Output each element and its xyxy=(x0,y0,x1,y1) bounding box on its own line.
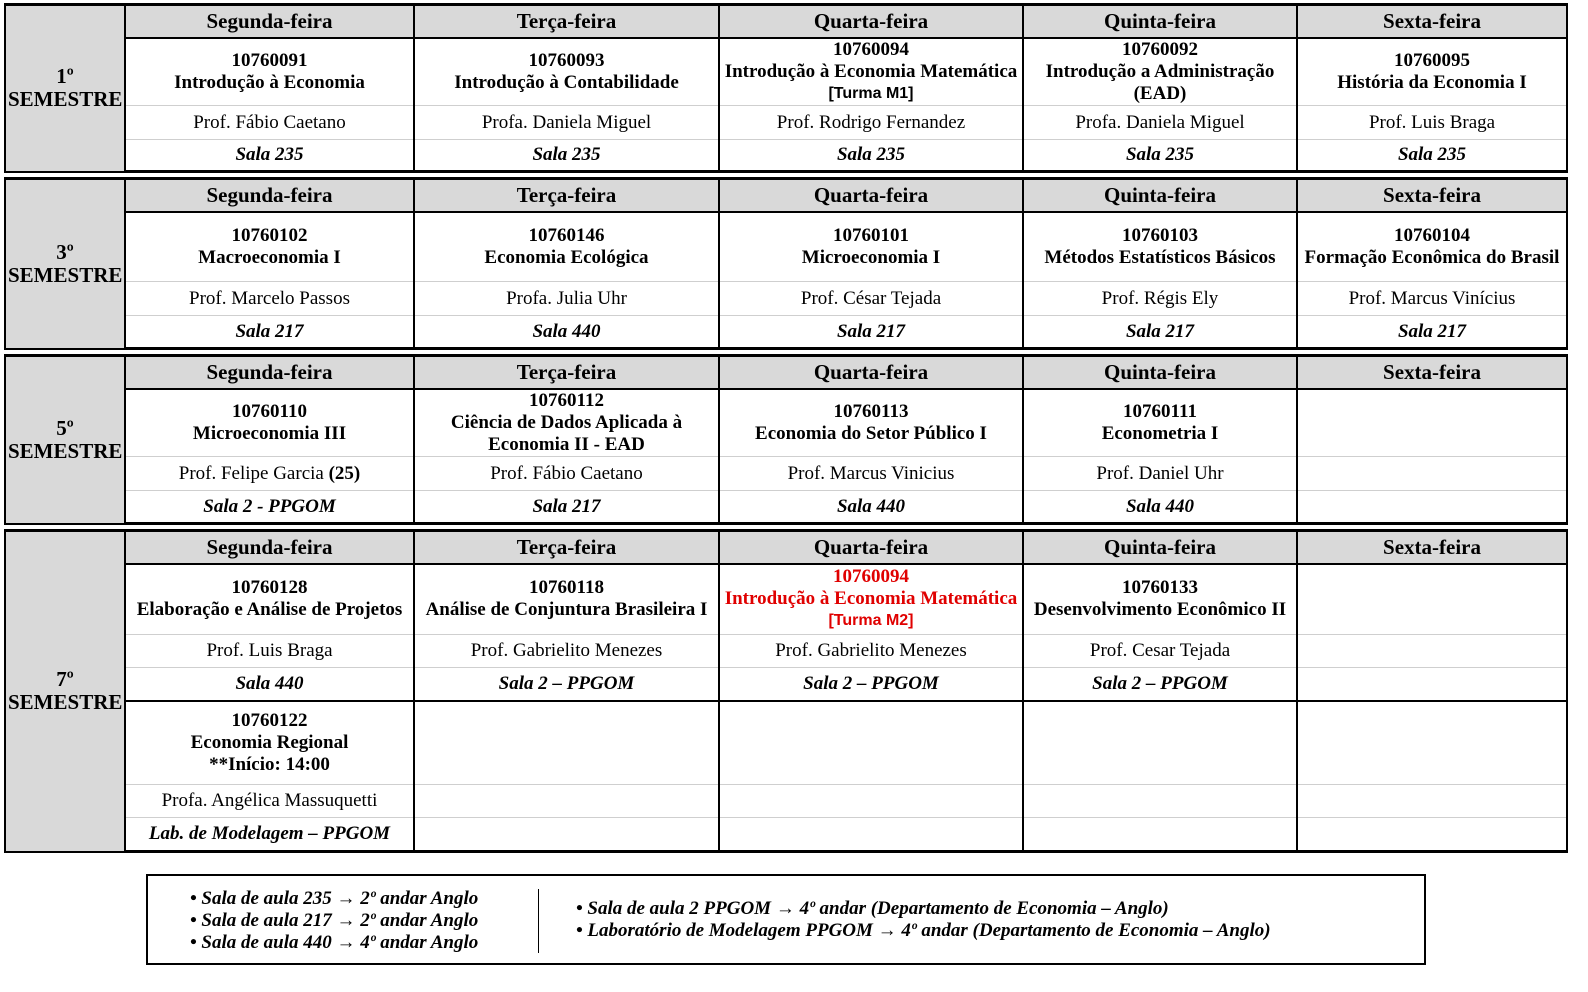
day-header-row xyxy=(5,179,1567,212)
course-row xyxy=(5,564,1567,635)
empty-cell xyxy=(1297,389,1567,457)
room-cell: Sala 2 - PPGOM xyxy=(125,491,414,524)
course-cell: 10760146 Economia Ecológica xyxy=(414,212,719,282)
professor-cell: Prof. Marcelo Passos xyxy=(125,282,414,316)
professor-cell: Prof. Gabrielito Menezes xyxy=(719,635,1023,668)
course-cell: 10760111 Econometria I xyxy=(1023,389,1297,457)
day-wednesday: Quarta-feira xyxy=(719,531,1023,564)
course-cell: 10760104 Formação Econômica do Brasil xyxy=(1297,212,1567,282)
empty-cell xyxy=(1297,785,1567,818)
professor-cell: Prof. Cesar Tejada xyxy=(1023,635,1297,668)
course-row xyxy=(5,389,1567,457)
semester-label: 5º SEMESTRE xyxy=(5,356,125,524)
course-cell: 10760122 Economia Regional **Início: 14:00 xyxy=(125,701,414,785)
empty-cell xyxy=(414,818,719,852)
turma-label: [Turma M2] xyxy=(828,612,914,630)
day-friday: Sexta-feira xyxy=(1297,5,1567,38)
day-monday: Segunda-feira xyxy=(125,356,414,389)
day-thursday: Quinta-feira xyxy=(1023,179,1297,212)
course-cell: 10760102 Macroeconomia I xyxy=(125,212,414,282)
room-cell: Sala 217 xyxy=(1297,316,1567,349)
empty-cell xyxy=(1023,818,1297,852)
professor-cell: Prof. Felipe Garcia (25) xyxy=(125,457,414,491)
legend-divider xyxy=(538,889,539,953)
day-tuesday: Terça-feira xyxy=(414,356,719,389)
empty-cell xyxy=(1297,668,1567,701)
day-thursday: Quinta-feira xyxy=(1023,5,1297,38)
room-location-legend xyxy=(146,874,1426,965)
empty-cell xyxy=(1023,701,1297,785)
professor-cell: Prof. Régis Ely xyxy=(1023,282,1297,316)
room-cell: Sala 2 – PPGOM xyxy=(414,668,719,701)
course-cell: 10760118 Análise de Conjuntura Brasileira I xyxy=(414,564,719,635)
course-cell: 10760092 Introdução a Administração (EAD) xyxy=(1023,38,1297,106)
room-cell: Sala 217 xyxy=(1023,316,1297,349)
day-thursday: Quinta-feira xyxy=(1023,356,1297,389)
day-wednesday: Quarta-feira xyxy=(719,179,1023,212)
professor-row xyxy=(5,282,1567,316)
class-schedule-table xyxy=(4,3,1568,853)
room-cell: Sala 440 xyxy=(719,491,1023,524)
empty-cell xyxy=(1297,457,1567,491)
course-cell: 10760110 Microeconomia III xyxy=(125,389,414,457)
empty-cell xyxy=(1297,564,1567,635)
empty-cell xyxy=(414,701,719,785)
empty-cell xyxy=(719,785,1023,818)
professor-row xyxy=(5,785,1567,818)
room-cell: Sala 217 xyxy=(414,491,719,524)
room-cell: Sala 235 xyxy=(125,140,414,172)
course-cell: 10760103 Métodos Estatísticos Básicos xyxy=(1023,212,1297,282)
course-cell-highlighted: 10760094 Introdução à Economia Matemática [Turma M2] xyxy=(719,564,1023,635)
professor-cell: Prof. Fábio Caetano xyxy=(125,106,414,140)
course-cell: 10760095 História da Economia I xyxy=(1297,38,1567,106)
semester-label: 7º SEMESTRE xyxy=(5,531,125,852)
day-header-row xyxy=(5,5,1567,38)
course-cell: 10760091 Introdução à Economia xyxy=(125,38,414,106)
professor-cell: Prof. Daniel Uhr xyxy=(1023,457,1297,491)
day-wednesday: Quarta-feira xyxy=(719,5,1023,38)
room-cell: Sala 2 – PPGOM xyxy=(1023,668,1297,701)
day-tuesday: Terça-feira xyxy=(414,5,719,38)
professor-cell: Profa. Julia Uhr xyxy=(414,282,719,316)
semester-label: 1º SEMESTRE xyxy=(5,5,125,172)
semester-label: 3º SEMESTRE xyxy=(5,179,125,349)
professor-cell: Profa. Angélica Massuquetti xyxy=(125,785,414,818)
room-cell: Sala 235 xyxy=(1297,140,1567,172)
legend-item: • Sala de aula 217 → 2º andar Anglo xyxy=(190,910,479,931)
empty-cell xyxy=(719,701,1023,785)
room-cell: Sala 235 xyxy=(1023,140,1297,172)
day-wednesday: Quarta-feira xyxy=(719,356,1023,389)
legend-item: • Laboratório de Modelagem PPGOM → 4º andar (Departamento de Economia – Anglo) xyxy=(576,920,1271,941)
room-cell: Sala 440 xyxy=(414,316,719,349)
course-cell: 10760113 Economia do Setor Público I xyxy=(719,389,1023,457)
day-tuesday: Terça-feira xyxy=(414,179,719,212)
empty-cell xyxy=(1297,818,1567,852)
professor-cell: Prof. Luis Braga xyxy=(1297,106,1567,140)
room-cell: Sala 235 xyxy=(719,140,1023,172)
day-monday: Segunda-feira xyxy=(125,531,414,564)
empty-cell xyxy=(1023,785,1297,818)
empty-cell xyxy=(719,818,1023,852)
empty-cell xyxy=(1297,635,1567,668)
legend-right-column xyxy=(576,898,1271,942)
empty-cell xyxy=(1297,491,1567,524)
day-header-row xyxy=(5,356,1567,389)
professor-cell: Prof. Rodrigo Fernandez xyxy=(719,106,1023,140)
course-cell: 10760133 Desenvolvimento Econômico II xyxy=(1023,564,1297,635)
turma-label: [Turma M1] xyxy=(828,84,914,102)
room-row xyxy=(5,668,1567,701)
professor-row xyxy=(5,106,1567,140)
professor-cell: Prof. Gabrielito Menezes xyxy=(414,635,719,668)
empty-cell xyxy=(414,785,719,818)
start-time-note: **Início: 14:00 xyxy=(209,753,330,775)
day-friday: Sexta-feira xyxy=(1297,179,1567,212)
day-monday: Segunda-feira xyxy=(125,179,414,212)
room-cell: Sala 2 – PPGOM xyxy=(719,668,1023,701)
room-row xyxy=(5,316,1567,349)
day-friday: Sexta-feira xyxy=(1297,531,1567,564)
legend-item: • Sala de aula 235 → 2º andar Anglo xyxy=(190,888,479,909)
empty-cell xyxy=(1297,701,1567,785)
room-cell: Sala 440 xyxy=(125,668,414,701)
room-cell: Sala 440 xyxy=(1023,491,1297,524)
room-row xyxy=(5,140,1567,172)
professor-row xyxy=(5,635,1567,668)
day-tuesday: Terça-feira xyxy=(414,531,719,564)
course-row xyxy=(5,212,1567,282)
course-cell: 10760094 Introdução à Economia Matemática [Turma M1] xyxy=(719,38,1023,106)
room-cell: Sala 217 xyxy=(719,316,1023,349)
professor-cell: Prof. Fábio Caetano xyxy=(414,457,719,491)
professor-cell: Prof. Marcus Vinicius xyxy=(719,457,1023,491)
room-cell: Lab. de Modelagem – PPGOM xyxy=(125,818,414,852)
professor-row xyxy=(5,457,1567,491)
day-thursday: Quinta-feira xyxy=(1023,531,1297,564)
room-row xyxy=(5,491,1567,524)
professor-cell: Prof. César Tejada xyxy=(719,282,1023,316)
course-cell: 10760128 Elaboração e Análise de Projetos xyxy=(125,564,414,635)
day-monday: Segunda-feira xyxy=(125,5,414,38)
course-cell: 10760093 Introdução à Contabilidade xyxy=(414,38,719,106)
course-cell: 10760101 Microeconomia I xyxy=(719,212,1023,282)
legend-item: • Sala de aula 440 → 4º andar Anglo xyxy=(190,932,479,953)
day-friday: Sexta-feira xyxy=(1297,356,1567,389)
legend-left-column xyxy=(190,888,478,954)
professor-cell: Prof. Marcus Vinícius xyxy=(1297,282,1567,316)
room-cell: Sala 235 xyxy=(414,140,719,172)
room-row xyxy=(5,818,1567,852)
professor-cell: Profa. Daniela Miguel xyxy=(1023,106,1297,140)
professor-cell: Prof. Luis Braga xyxy=(125,635,414,668)
day-header-row xyxy=(5,531,1567,564)
legend-item: • Sala de aula 2 PPGOM → 4º andar (Departamento de Economia – Anglo) xyxy=(576,898,1169,919)
professor-cell: Profa. Daniela Miguel xyxy=(414,106,719,140)
course-row xyxy=(5,701,1567,785)
course-cell: 10760112 Ciência de Dados Aplicada à Economia II - EAD xyxy=(414,389,719,457)
room-cell: Sala 217 xyxy=(125,316,414,349)
course-row xyxy=(5,38,1567,106)
